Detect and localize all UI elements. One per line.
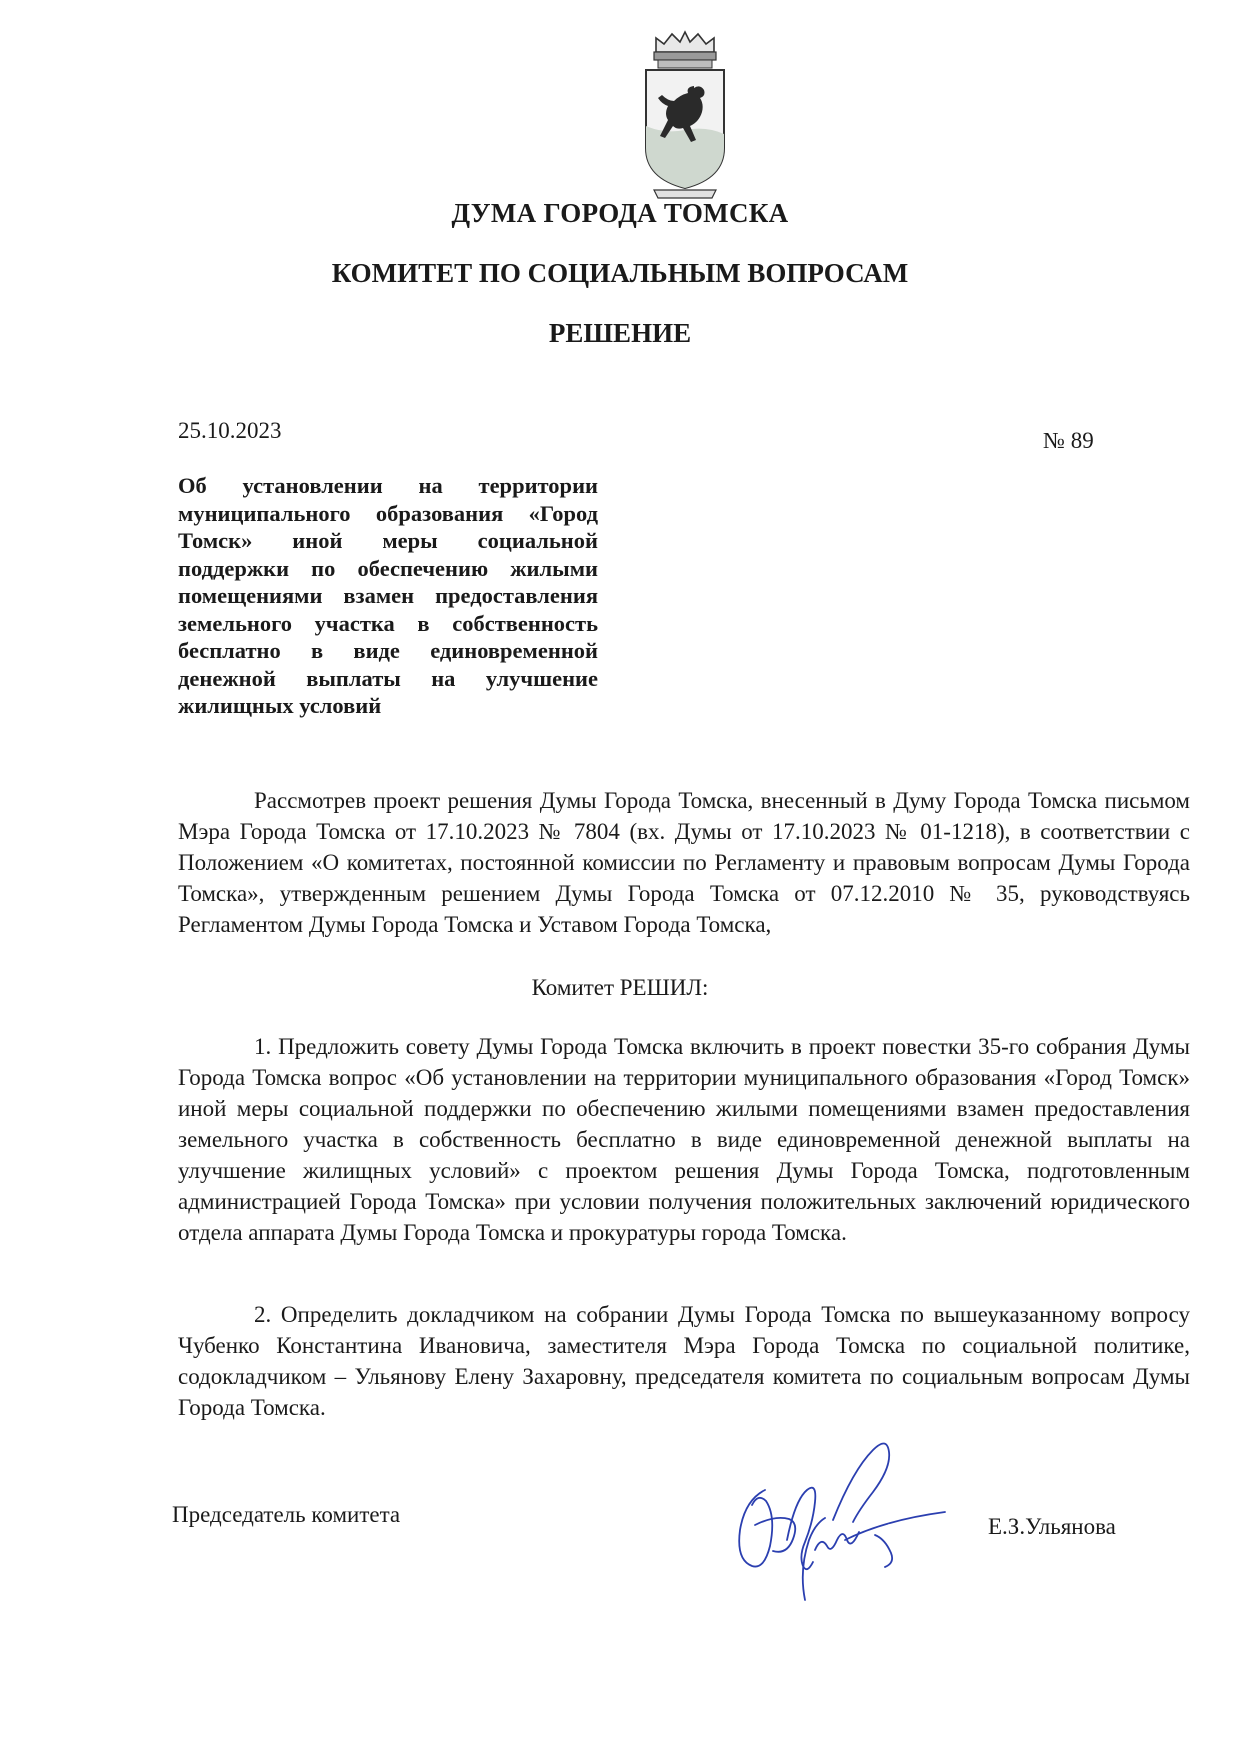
coat-of-arms-icon bbox=[634, 30, 736, 202]
document-type: РЕШЕНИЕ bbox=[548, 318, 692, 348]
handwritten-signature bbox=[725, 1430, 975, 1605]
committee-name: КОМИТЕТ ПО СОЦИАЛЬНЫМ ВОПРОСАМ bbox=[331, 258, 909, 288]
signatory-role: Председатель комитета bbox=[172, 1502, 401, 1527]
document-subject: Об установлении на территории муниципального образования «Город Томск» иной меры социальной поддержки по обеспечению жилыми помещениями взамен предоставления земельного участка в собственность бесплатно в виде единовременной денежной выплаты на улучшение жилищных условий bbox=[178, 473, 598, 718]
document-number: № 89 bbox=[1043, 428, 1094, 453]
document-date: 25.10.2023 bbox=[178, 418, 282, 443]
resolution-heading: Комитет РЕШИЛ: bbox=[531, 975, 709, 1000]
signatory-name: Е.З.Ульянова bbox=[988, 1514, 1116, 1539]
resolution-item-1: 1. Предложить совету Думы Города Томска включить в проект повестки 35-го собрания Думы Города Томска вопрос «Об установлении на территории муниципального образования «Город Томск» иной меры социальной поддержки по обеспечению жилыми помещениями взамен предоставления земельного участка в собственность бесплатно в виде единовременной денежной выплаты на улучшение жилищных условий» с проектом решения Думы Города Томска, подготовленным администрацией Города Томска» при условии получения положительных заключений юридического отдела аппарата Думы Города Томска и прокуратуры города Томска. bbox=[178, 1034, 1190, 1245]
resolution-item-2: 2. Определить докладчиком на собрании Думы Города Томска по вышеуказанному вопросу Чубенко Константина Ивановича, заместителя Мэра Города Томска по социальной политике, содокладчиком – Ульянову Елену Захаровну, председателя комитета по социальным вопросам Думы Города Томска. bbox=[178, 1302, 1190, 1420]
organization-name: ДУМА ГОРОДА ТОМСКА bbox=[451, 198, 789, 228]
preamble-paragraph: Рассмотрев проект решения Думы Города Томска, внесенный в Думу Города Томска письмом Мэра Города Томска от 17.10.2023 № 7804 (вх. Думы от 17.10.2023 № 01-1218), в соответствии с Положением «О комитетах, постоянной комиссии по Регламенту и правовым вопросам Думы Города Томска», утвержденным решением Думы Города Томска от 07.12.2010 № 35, руководствуясь Регламентом Думы Города Томска и Уставом Города Томска, bbox=[178, 788, 1190, 937]
